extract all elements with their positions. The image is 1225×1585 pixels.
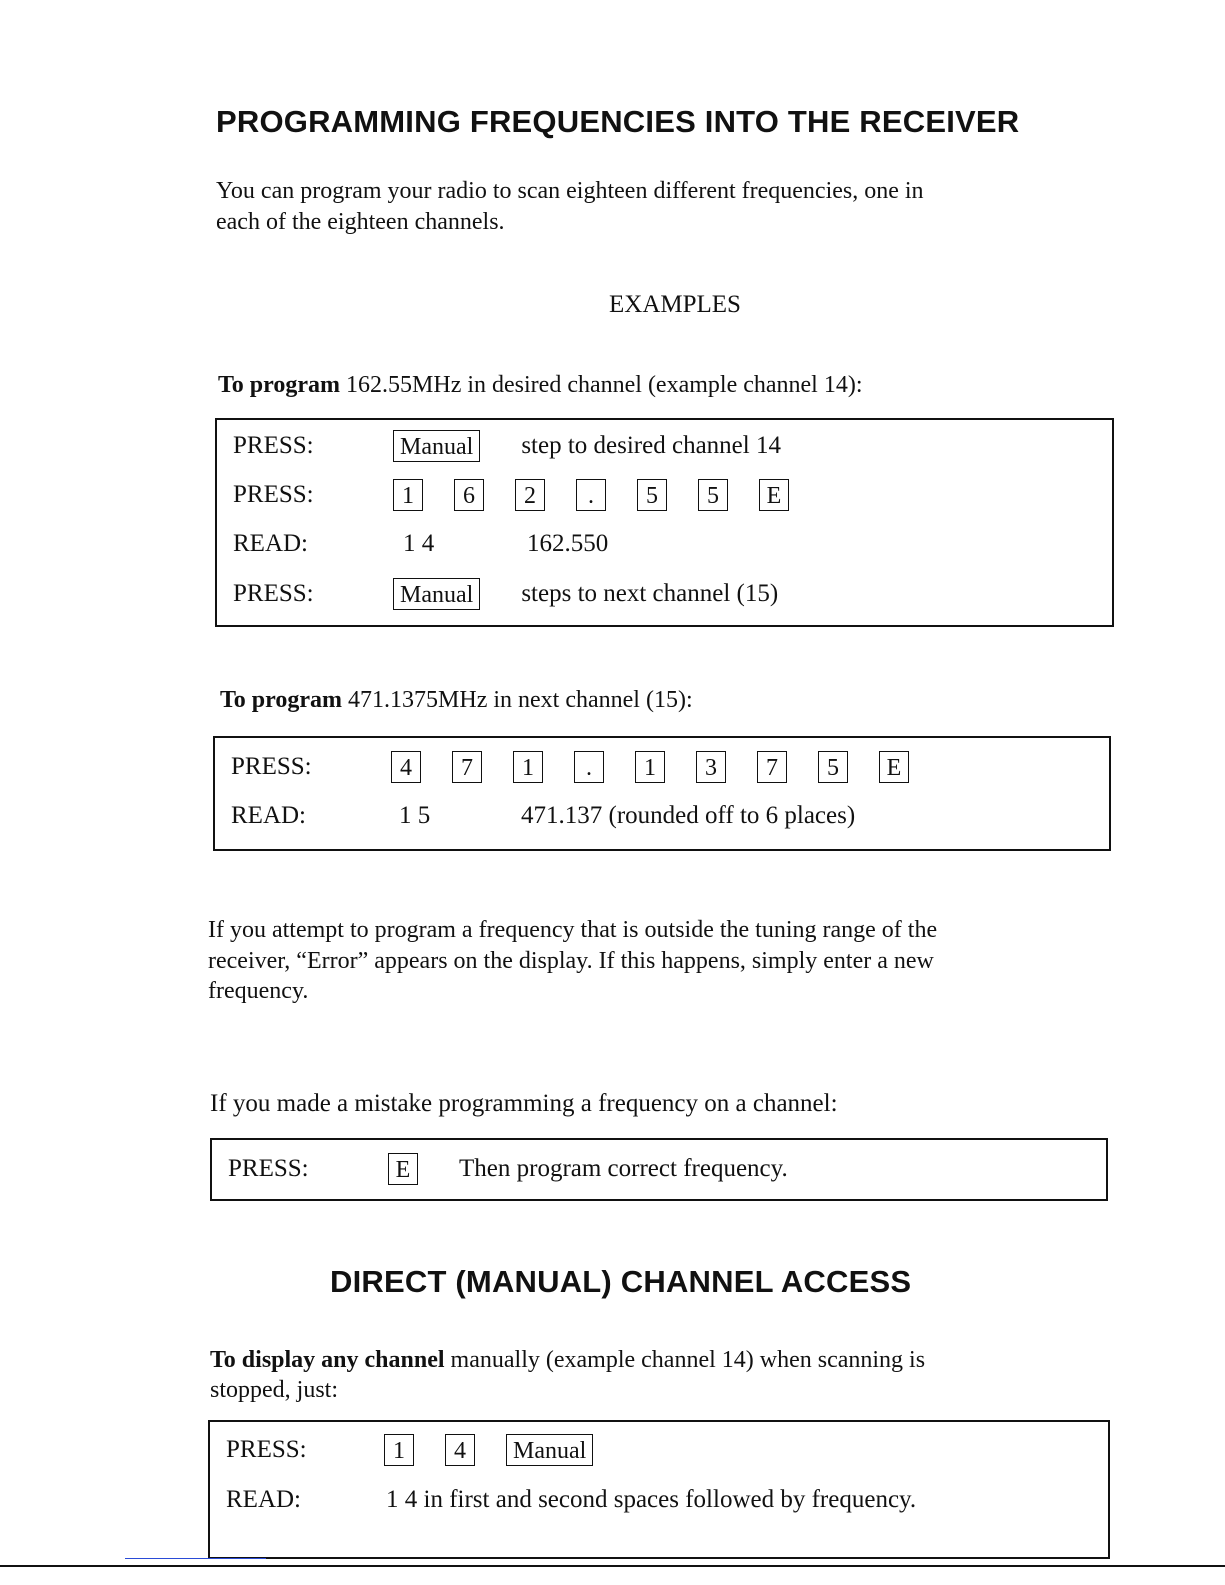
key-dot: . bbox=[574, 751, 604, 783]
key-5: 5 bbox=[818, 751, 848, 783]
key-e: E bbox=[879, 751, 909, 783]
key-1: 1 bbox=[635, 751, 665, 783]
direct-lead-2: stopped, just: bbox=[210, 1377, 339, 1403]
lead-rest: 471.1375MHz in next channel (15): bbox=[342, 687, 693, 713]
row-label: PRESS: bbox=[231, 753, 312, 780]
read-value: 471.137 (rounded off to 6 places) bbox=[521, 802, 856, 829]
row-note: Then program correct frequency. bbox=[459, 1155, 788, 1182]
row-note: steps to next channel (15) bbox=[521, 580, 779, 607]
press-row bbox=[226, 1434, 624, 1466]
link-underline bbox=[125, 1558, 266, 1559]
key-4: 4 bbox=[445, 1434, 475, 1466]
press-row bbox=[228, 1153, 788, 1185]
example2-lead bbox=[220, 685, 693, 715]
intro-line-1: You can program your radio to scan eighteen different frequencies, one in bbox=[216, 178, 924, 204]
lead-rest: 162.55MHz in desired channel (example channel 14): bbox=[340, 372, 863, 398]
row-label: PRESS: bbox=[228, 1155, 309, 1182]
lead-bold: To program bbox=[218, 372, 341, 398]
key-6: 6 bbox=[454, 479, 484, 511]
example2-box bbox=[213, 736, 1111, 851]
lead-bold: To program bbox=[220, 687, 343, 713]
read-row bbox=[233, 530, 608, 558]
read-row bbox=[231, 802, 855, 830]
page-title: PROGRAMMING FREQUENCIES INTO THE RECEIVER bbox=[216, 104, 1020, 139]
example1-lead bbox=[218, 370, 863, 400]
key-1: 1 bbox=[393, 479, 423, 511]
manual-key: Manual bbox=[393, 430, 480, 462]
row-label: READ: bbox=[233, 530, 308, 557]
key-5: 5 bbox=[637, 479, 667, 511]
key-3: 3 bbox=[696, 751, 726, 783]
read-value: 162.550 bbox=[527, 530, 609, 557]
key-dot: . bbox=[576, 479, 606, 511]
key-1: 1 bbox=[513, 751, 543, 783]
press-row bbox=[233, 430, 781, 462]
error-para-3: frequency. bbox=[208, 978, 309, 1004]
row-label: READ: bbox=[226, 1486, 301, 1513]
press-row bbox=[233, 479, 820, 511]
page-divider bbox=[0, 1565, 1225, 1567]
key-2: 2 bbox=[515, 479, 545, 511]
error-para-2: receiver, “Error” appears on the display. If this happens, simply enter a new bbox=[208, 948, 934, 974]
press-row bbox=[231, 751, 940, 783]
read-channel: 1 5 bbox=[399, 802, 431, 829]
read-row bbox=[226, 1486, 916, 1514]
lead-rest: manually (example channel 14) when scanning is bbox=[444, 1347, 926, 1373]
row-label: PRESS: bbox=[233, 481, 314, 508]
mistake-box bbox=[210, 1138, 1108, 1201]
key-5: 5 bbox=[698, 479, 728, 511]
key-7: 7 bbox=[452, 751, 482, 783]
key-e: E bbox=[759, 479, 789, 511]
manual-key: Manual bbox=[393, 578, 480, 610]
intro-line-2: each of the eighteen channels. bbox=[216, 209, 505, 235]
key-4: 4 bbox=[391, 751, 421, 783]
row-label: PRESS: bbox=[233, 432, 314, 459]
error-para-1: If you attempt to program a frequency that is outside the tuning range of the bbox=[208, 917, 938, 943]
manual-key: Manual bbox=[506, 1434, 593, 1466]
key-7: 7 bbox=[757, 751, 787, 783]
lead-bold: To display any channel bbox=[210, 1347, 445, 1373]
read-value: 1 4 in first and second spaces followed by frequency. bbox=[386, 1486, 917, 1513]
key-e: E bbox=[388, 1153, 418, 1185]
example1-box bbox=[215, 418, 1114, 627]
row-label: PRESS: bbox=[226, 1436, 307, 1463]
press-row bbox=[233, 578, 778, 610]
read-channel: 1 4 bbox=[403, 530, 435, 557]
direct-box bbox=[208, 1420, 1110, 1559]
examples-heading: EXAMPLES bbox=[609, 291, 741, 318]
key-1: 1 bbox=[384, 1434, 414, 1466]
row-label: READ: bbox=[231, 802, 306, 829]
direct-heading: DIRECT (MANUAL) CHANNEL ACCESS bbox=[330, 1264, 912, 1299]
row-note: step to desired channel 14 bbox=[521, 432, 781, 459]
mistake-lead: If you made a mistake programming a frequency on a channel: bbox=[210, 1090, 838, 1117]
direct-lead bbox=[210, 1345, 1110, 1375]
row-label: PRESS: bbox=[233, 580, 314, 607]
